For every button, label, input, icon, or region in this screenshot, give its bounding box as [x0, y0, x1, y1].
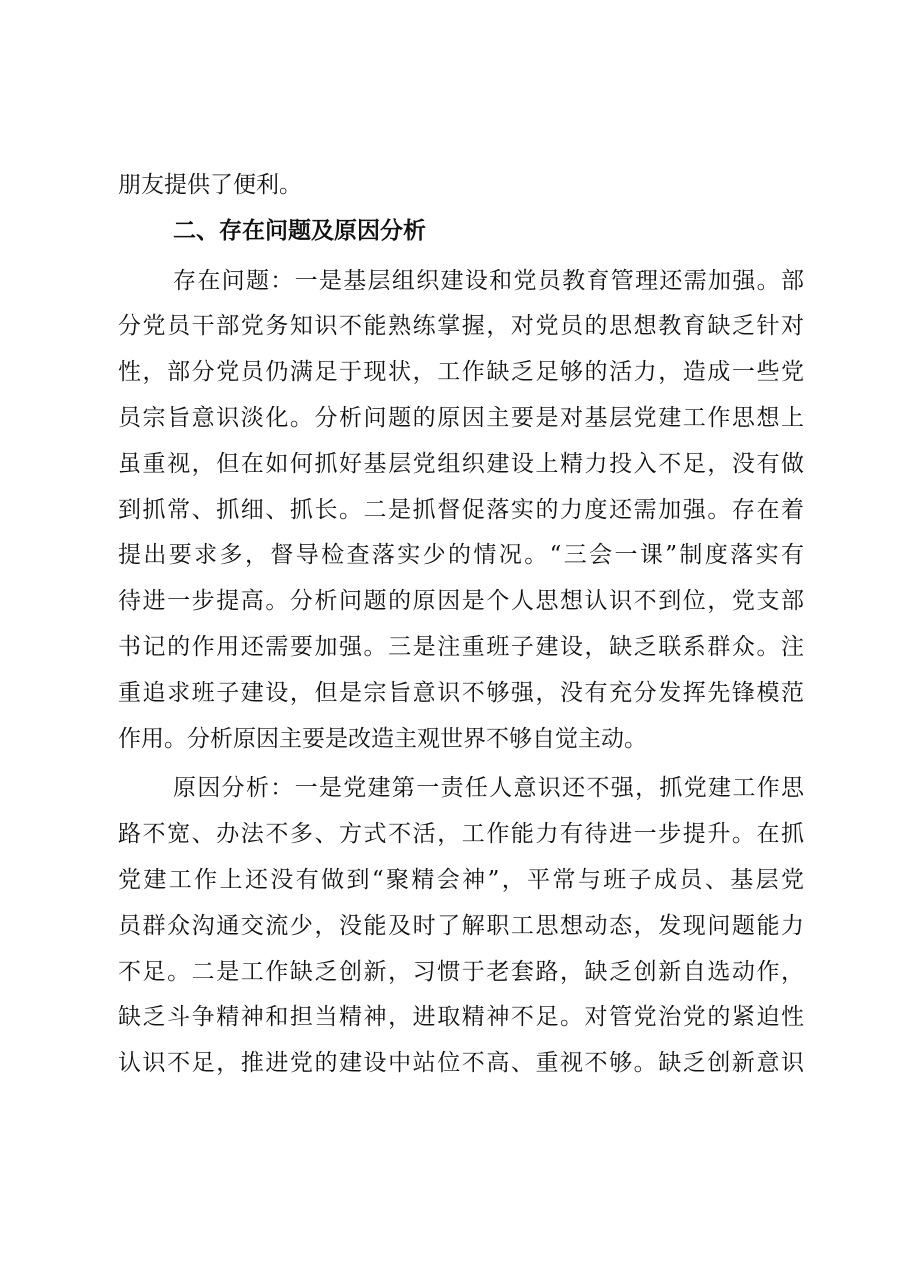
text-line: 作用。分析原因主要是改造主观世界不够自觉主动。 — [118, 725, 647, 752]
text-line: 认识不足，推进党的建设中站位不高、重视不够。缺乏创新意识 — [118, 1050, 804, 1077]
text-line: 朋友提供了便利。 — [118, 172, 302, 198]
text-line: 不足。二是工作缺乏创新，习惯于老套路，缺乏创新自选动作， — [118, 958, 804, 985]
paragraph-problems — [118, 259, 804, 763]
paragraph-cause-analysis — [118, 766, 804, 1087]
text-line: 虽重视，但在如何抓好基层党组织建设上精力投入不足，没有做 — [118, 450, 804, 477]
text-line: 书记的作用还需要加强。三是注重班子建设，缺乏联系群众。注 — [118, 633, 804, 660]
text-line: 存在问题：一是基层组织建设和党员教育管理还需加强。部 — [173, 267, 804, 294]
text-line: 待进一步提高。分析问题的原因是个人思想认识不到位，党支部 — [118, 588, 804, 615]
text-line: 路不宽、办法不多、方式不活，工作能力有待进一步提升。在抓 — [118, 821, 804, 848]
text-line: 员群众沟通交流少，没能及时了解职工思想动态，发现问题能力 — [118, 912, 804, 939]
text-line: 分党员干部党务知识不能熟练掌握，对党员的思想教育缺乏针对 — [118, 313, 804, 340]
text-line: 性，部分党员仍满足于现状，工作缺乏足够的活力，造成一些党 — [118, 359, 804, 386]
text-line: 原因分析：一是党建第一责任人意识还不强，抓党建工作思 — [173, 775, 804, 802]
document-page — [118, 163, 804, 1087]
text-line: 缺乏斗争精神和担当精神，进取精神不足。对管党治党的紧迫性 — [118, 1004, 804, 1031]
text-line: 提出要求多，督导检查落实少的情况。“三会一课”制度落实有 — [118, 542, 804, 569]
text-line: 到抓常、抓细、抓长。二是抓督促落实的力度还需加强。存在着 — [118, 496, 804, 523]
text-line: 党建工作上还没有做到“聚精会神”，平常与班子成员、基层党 — [118, 866, 804, 893]
text-line: 员宗旨意识淡化。分析问题的原因主要是对基层党建工作思想上 — [118, 404, 804, 431]
text-line: 重追求班子建设，但是宗旨意识不够强，没有充分发挥先锋模范 — [118, 679, 804, 706]
section-heading: 二、存在问题及原因分析 — [173, 217, 426, 244]
